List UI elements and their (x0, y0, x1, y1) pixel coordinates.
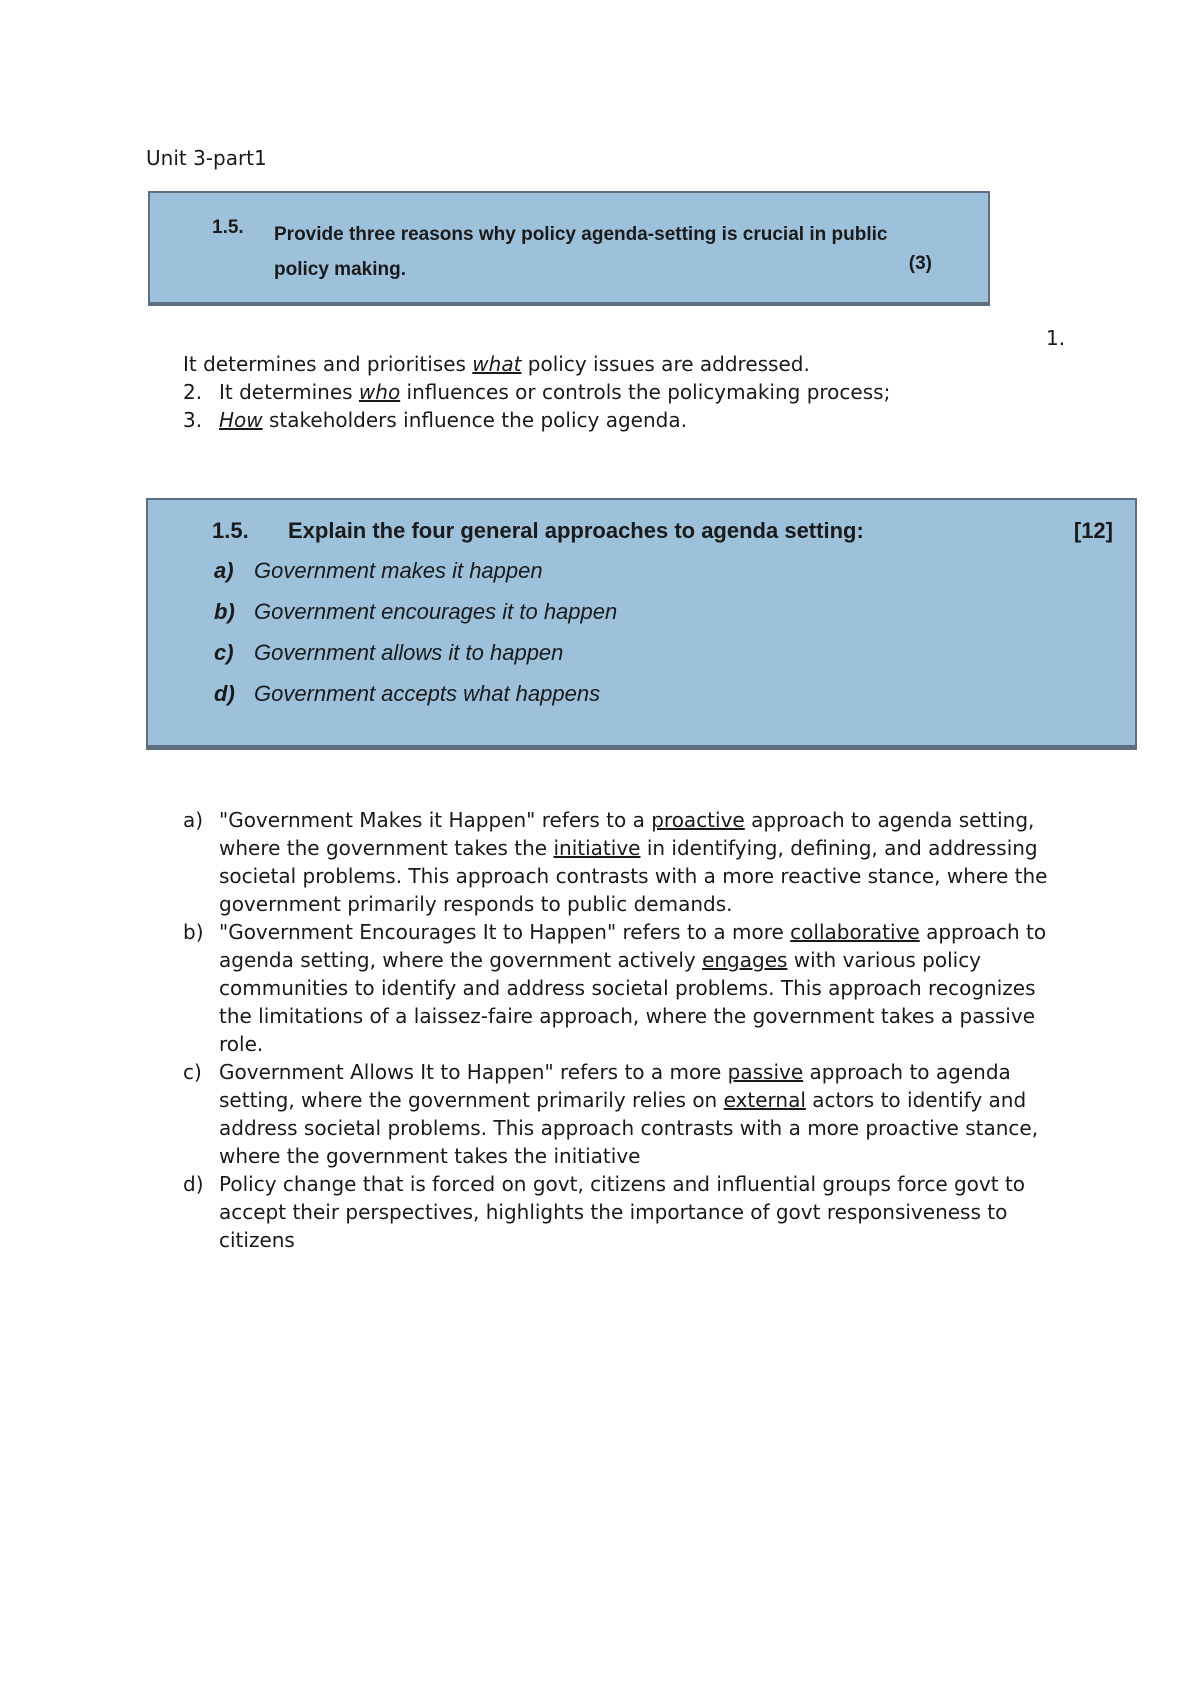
underlined-term: proactive (651, 808, 745, 832)
question-option (214, 599, 617, 625)
question-marks: [12] (1073, 518, 1113, 543)
list-number: 3. (183, 408, 203, 432)
answer-text: "Government Makes it Happen" refers to a (219, 808, 652, 832)
approaches-answer-list (183, 806, 1063, 1254)
emphasis-text: How (219, 408, 263, 432)
option-text: Government encourages it to happen (254, 599, 618, 624)
answer-text: with various policy communities to identify and address societal problems. This approach recognizes the limitations of a laissez-faire approach, where the government takes a passive role. (219, 948, 1036, 1056)
answer-text: Policy change that is forced on govt, citizens and influential groups force govt to accept their perspectives, highlights the importance of govt responsiveness to citizens (219, 1172, 1026, 1252)
list-item (183, 806, 1063, 918)
question-box-reasons (148, 191, 990, 306)
question-box-approaches (146, 498, 1137, 750)
question-option (214, 558, 543, 584)
option-text: Government allows it to happen (254, 640, 564, 665)
list-item (183, 918, 1063, 1058)
list-number-first: 1. (1046, 326, 1066, 350)
answer-text: stakeholders influence the policy agenda. (262, 408, 687, 432)
answer-text: influences or controls the policymaking process; (400, 380, 891, 404)
option-label: c) (214, 640, 234, 665)
list-label: d) (183, 1172, 204, 1196)
question-text: Provide three reasons why policy agenda-setting is crucial in public policy making. (274, 224, 888, 280)
answer-text: "Government Encourages It to Happen" refers to a more (219, 920, 791, 944)
underlined-term: collaborative (790, 920, 920, 944)
question-number: 1.5. (212, 518, 249, 543)
answer-text: in identifying, defining, and addressing societal problems. This approach contrasts with a more reactive stance, where the government primarily responds to public demands. (219, 836, 1048, 916)
question-option (214, 681, 600, 707)
option-label: a) (214, 558, 234, 583)
question-marks: (3) (908, 253, 932, 274)
underlined-term: engages (702, 948, 788, 972)
answer-text: Government Allows It to Happen" refers to a more (219, 1060, 728, 1084)
list-item (183, 406, 1083, 434)
reasons-answer-list (183, 350, 1083, 434)
document-title: Unit 3-part1 (146, 146, 267, 170)
answer-text: approach to agenda setting, where the government takes the (219, 808, 1035, 860)
underlined-term: passive (727, 1060, 804, 1084)
underlined-term: initiative (553, 836, 641, 860)
list-number: 2. (183, 380, 203, 404)
list-item (183, 378, 1083, 406)
question-text: Explain the four general approaches to agenda setting: (288, 518, 864, 543)
answer-text: It determines and prioritises (183, 352, 473, 376)
answer-text: actors to identify and address societal problems. This approach contrasts with a more proactive stance, where the government takes the initiative (219, 1088, 1039, 1168)
answer-text: approach to agenda setting, where the government primarily relies on (219, 1060, 1011, 1112)
emphasis-text: who (358, 380, 401, 404)
answer-text: approach to agenda setting, where the government actively (219, 920, 1047, 972)
question-option (214, 640, 563, 666)
emphasis-text: what (472, 352, 522, 376)
list-label: c) (183, 1060, 202, 1084)
list-item (183, 350, 1083, 378)
underlined-term: external (723, 1088, 806, 1112)
option-text: Government accepts what happens (254, 681, 601, 706)
option-text: Government makes it happen (254, 558, 543, 583)
answer-text: policy issues are addressed. (521, 352, 810, 376)
question-number: 1.5. (212, 217, 244, 238)
option-label: d) (214, 681, 235, 706)
list-label: b) (183, 920, 204, 944)
list-item (183, 1170, 1063, 1254)
list-label: a) (183, 808, 204, 832)
answer-text: It determines (219, 380, 359, 404)
option-label: b) (214, 599, 235, 624)
list-item (183, 1058, 1063, 1170)
